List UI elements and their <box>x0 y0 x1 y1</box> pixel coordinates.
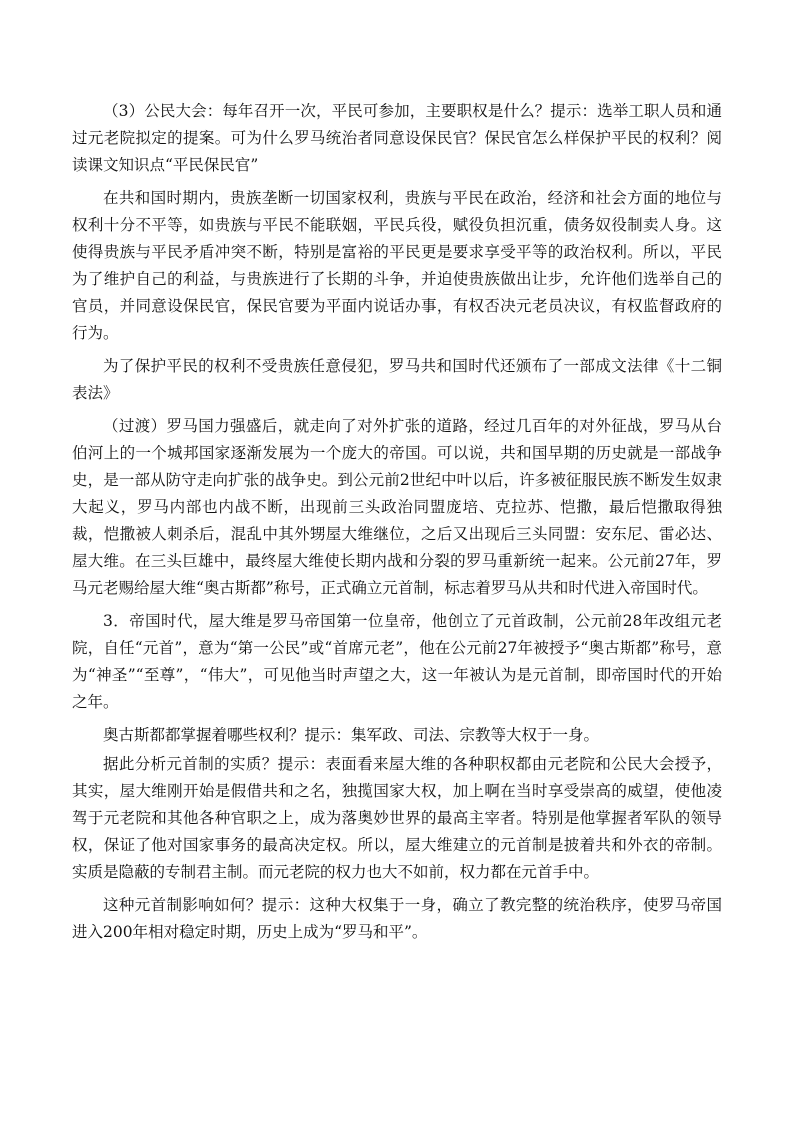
paragraph-republic-period: 在共和国时期内，贵族垄断一切国家权利，贵族与平民在政治，经济和社会方面的地位与权利十分不平等，如贵族与平民不能联姻，平民兵役，赋役负担沉重，债务奴役制卖人身。这使得贵族与平民矛盾冲突不断，特别是富裕的平民更是要求享受平等的政治权利。所以，平民为了维护自己的利益，与贵族进行了长期的斗争，并迫使贵族做出让步，允许他们选举自己的官员，并同意设保民官，保民官要为平面内说话办事，有权否决元老员决议，有权监督政府的行为。 <box>72 189 722 342</box>
paragraph-augustus-powers: 奥古斯都都掌握着哪些权利？提示：集军政、司法、宗教等大权于一身。 <box>103 726 600 744</box>
paragraph-principate-essence: 据此分析元首制的实质？提示：表面看来屋大维的各种职权都由元老院和公民大会授予，其实，屋大维刚开始是假借共和之名，独揽国家大权，加上啊在当时享受崇高的威望，使他凌驾于元老院和其他各种官职之上，成为落奥妙世界的最高主宰者。特别是他掌握者军队的领导权，保证了他对国家事务的最高决定权。所以，屋大维建立的元首制是披着共和外衣的帝制。实质是隐蔽的专制君主制。而元老院的权力也大不如前，权力都在元首手中。 <box>72 755 722 881</box>
paragraph-citizen-assembly: （3）公民大会：每年召开一次，平民可参加，主要职权是什么？提示：选举工职人员和通过元老院拟定的提案。可为什么罗马统治者同意设保民官？保民官怎么样保护平民的权利？阅读课文知识点“平民保民官” <box>72 102 722 174</box>
paragraph-principate-impact: 这种元首制影响如何？提示：这种大权集于一身，确立了教完整的统治秩序，使罗马帝国进入200年相对稳定时期，历史上成为“罗马和平”。 <box>72 896 722 941</box>
paragraph-twelve-tables: 为了保护平民的权利不受贵族任意侵犯，罗马共和国时代还颁布了一部成文法律《十二铜表法》 <box>72 357 722 402</box>
paragraph-transition-expansion: （过渡）罗马国力强盛后，就走向了对外扩张的道路，经过几百年的对外征战，罗马从台伯河上的一个城邦国家逐渐发展为一个庞大的帝国。可以说，共和国早期的历史就是一部战争史，是一部从防守走向扩张的战争史。到公元前2世纪中叶以后，许多被征服民族不断发生奴隶大起义，罗马内部也内战不断，出现前三头政治同盟庞培、克拉苏、恺撒，最后恺撒取得独裁，恺撒被人刺杀后，混乱中其外甥屋大维继位，之后又出现后三头同盟：安东尼、雷必达、屋大维。在三头巨雄中，最终屋大维使长期内战和分裂的罗马重新统一起来。公元前27年，罗马元老赐给屋大维“奥古斯都”称号，正式确立元首制，标志着罗马从共和时代进入帝国时代。 <box>72 417 722 597</box>
document-body <box>72 98 722 952</box>
paragraph-empire-era: 3．帝国时代，屋大维是罗马帝国第一位皇帝，他创立了元首政制，公元前28年改组元老院，自任“元首”，意为“第一公民”或“首席元老”，他在公元前27年被授予“奥古斯都”称号，意为“神圣”“至尊”，“伟大”，可见他当时声望之大，这一年被认为是元首制，即帝国时代的开始之年。 <box>72 612 722 711</box>
